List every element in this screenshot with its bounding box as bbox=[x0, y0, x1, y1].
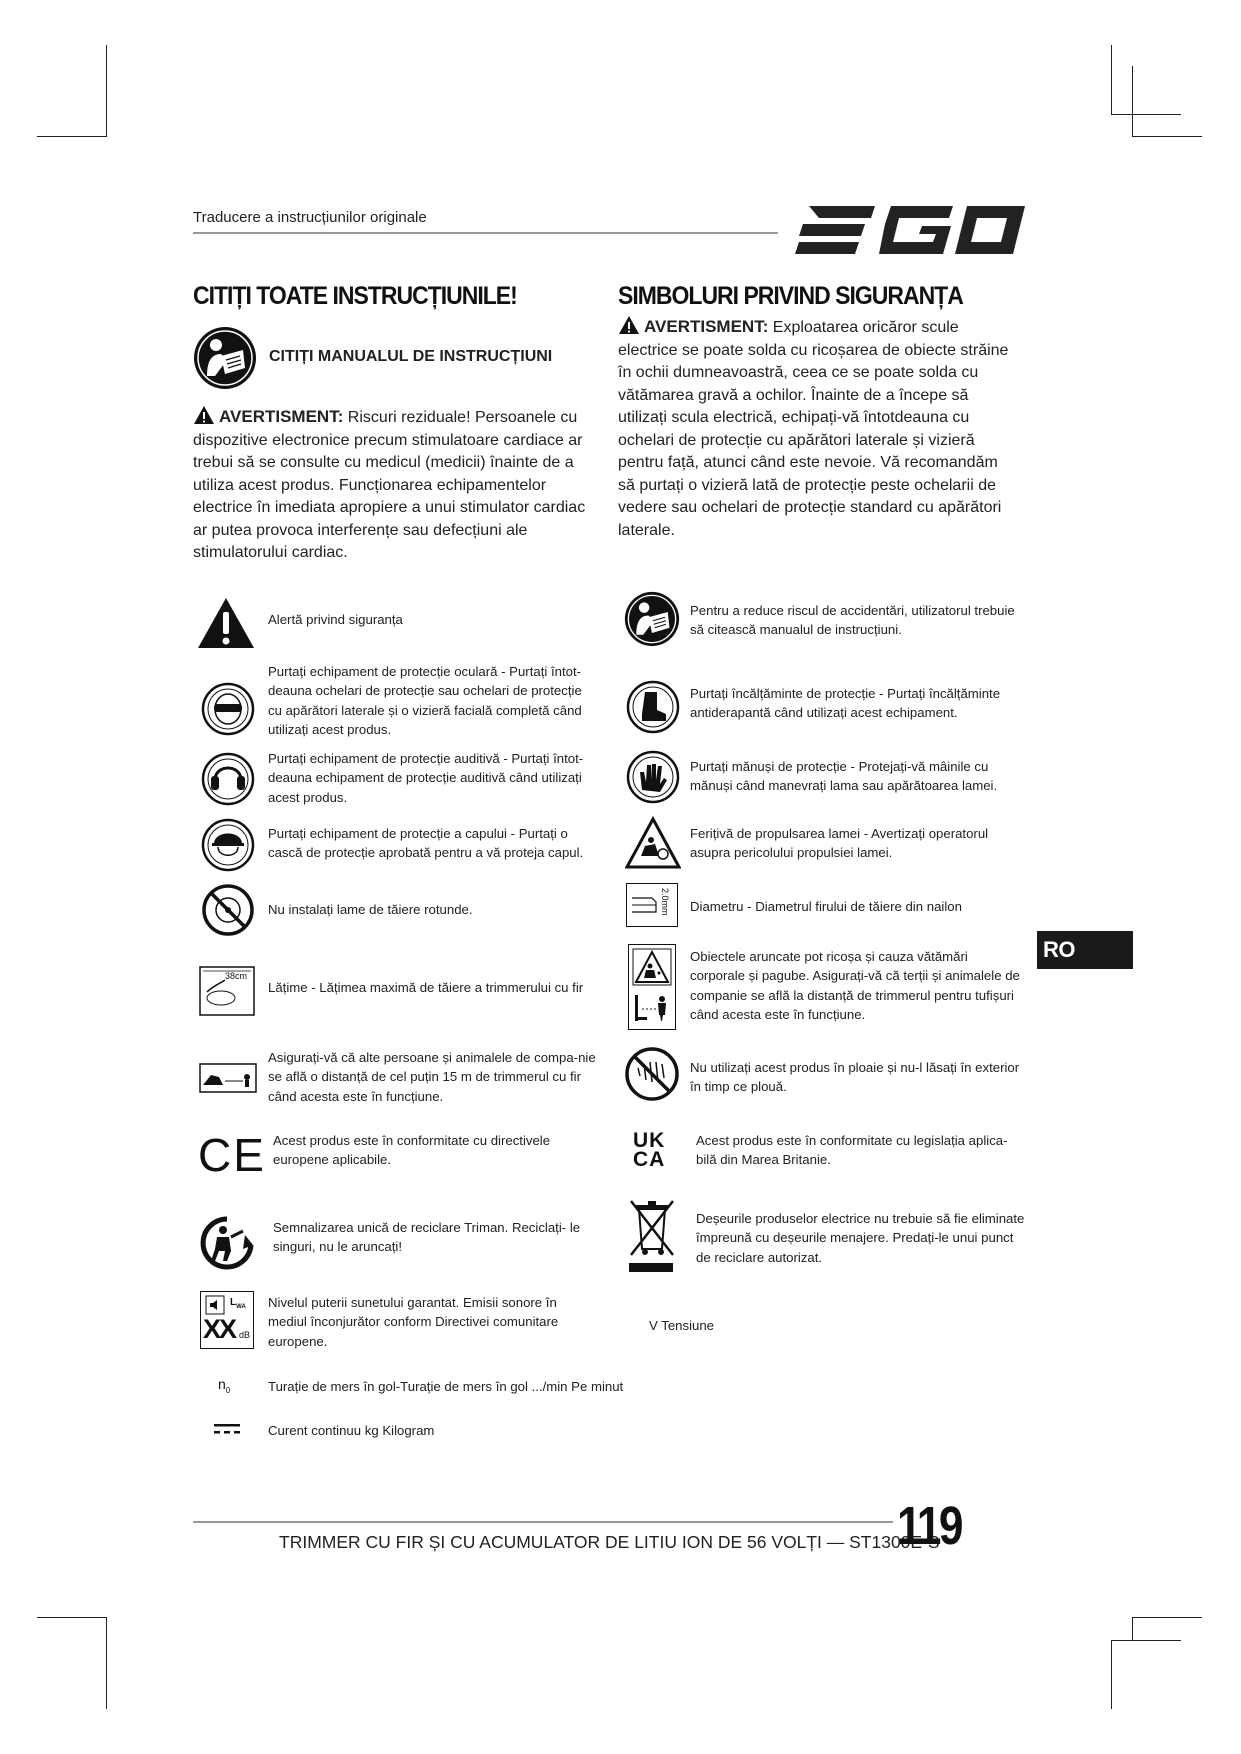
ukca-mark-icon bbox=[633, 1131, 673, 1169]
warning-triangle-icon bbox=[618, 315, 640, 335]
crop-mark bbox=[106, 1617, 107, 1709]
distance-15m-icon bbox=[632, 989, 672, 1025]
crop-mark bbox=[106, 45, 107, 137]
warning-triangle-icon bbox=[193, 405, 215, 425]
left-warning-text: Riscuri reziduale! Persoanele cu dispozitive electronice precum stimulatoare cardiace ar trebui să se consulte cu medicul (medicii) înainte de a utiliza acest produs. Funcționarea echipamentelor electrice în imediata apropiere a unui stimulator cardiac ar putea provoca interferențe sau defecțiuni ale stimulatorului cardiac. bbox=[193, 409, 586, 561]
left-heading: CITIȚI TOATE INSTRUCȚIUNILE! bbox=[193, 281, 517, 310]
right-warning-label: AVERTISMENT: bbox=[644, 317, 769, 336]
speaker-icon bbox=[205, 1295, 225, 1315]
crop-mark bbox=[37, 136, 107, 137]
sound-power-icon bbox=[200, 1291, 254, 1349]
line-diameter-icon bbox=[626, 883, 678, 927]
right-warning-paragraph bbox=[618, 315, 1018, 542]
symbol-text-hand-protection: Purtați mănuși de protecție - Protejați-vă mâinile cu mănuși când manevrați lama sau apărătoarea lamei. bbox=[690, 759, 998, 794]
line-spool-icon bbox=[630, 890, 660, 920]
symbol-text-foot-protection: Purtați încălțăminte de protecție - Purtați încălțăminte antiderapantă când utilizați acest echipament. bbox=[690, 686, 1001, 721]
foot-protection-icon bbox=[626, 680, 680, 734]
symbol-text-keep-distance: Asigurați-vă că alte persoane și animalele de compa-nie se află o distanță de cel puțin 15 m de trimmerul cu fir când acesta este în funcțiune. bbox=[268, 1050, 596, 1104]
symbol-text-line-diameter: Diametru - Diametrul firului de tăiere din nailon bbox=[690, 899, 962, 914]
safety-alert-icon bbox=[196, 596, 256, 650]
footer-title: TRIMMER CU FIR ȘI CU ACUMULATOR DE LITIU ION DE 56 VOLȚI — ST1300E-S bbox=[279, 1532, 940, 1552]
crop-mark bbox=[1111, 114, 1181, 115]
symbol-text-read-manual: Pentru a reduce riscul de accidentări, utilizatorul trebuie să citească manualul de instrucțiuni. bbox=[690, 603, 1015, 638]
left-warning-label: AVERTISMENT: bbox=[219, 407, 344, 426]
ukca-bottom-label: CA bbox=[633, 1148, 666, 1171]
thrown-objects-icon bbox=[628, 944, 676, 1030]
eye-protection-icon bbox=[201, 682, 255, 736]
crop-mark bbox=[1111, 1640, 1112, 1709]
weee-icon bbox=[627, 1197, 677, 1275]
symbol-text-ce-mark: Acest produs este în conformitate cu directivele europene aplicabile. bbox=[273, 1133, 551, 1168]
read-manual-icon bbox=[193, 326, 257, 390]
symbol-text-eye-protection: Purtați echipament de protecție oculară - Purtați întot-deauna ochelari de protecție sau ochelari de protecție cu apărători laterale și o vizieră facială completă când utilizați acest produs. bbox=[268, 664, 582, 737]
crop-mark bbox=[1132, 1617, 1133, 1640]
symbol-text-triman: Semnalizarea unică de reciclare Triman. Reciclați- le singuri, nu le aruncați! bbox=[273, 1220, 581, 1255]
symbol-text-thrown-objects: Obiectele aruncate pot ricoșa și cauza vătămări corporale și pagube. Asigurați-vă că terții și animalele de companie se află la distanță de trimmerul pentru tufișuri când acesta este în funcțiune. bbox=[690, 949, 1020, 1022]
crop-mark bbox=[1132, 136, 1202, 137]
footer-divider bbox=[193, 1521, 893, 1523]
triman-icon bbox=[199, 1215, 257, 1271]
ukca-top-label: UK bbox=[633, 1129, 666, 1152]
symbol-text-no-round-blades: Nu instalați lame de tăiere rotunde. bbox=[268, 902, 473, 917]
thrown-objects-warning-icon bbox=[632, 948, 672, 986]
no-load-speed-icon bbox=[218, 1376, 230, 1395]
ce-mark-icon: CE bbox=[198, 1129, 266, 1181]
symbol-text-head-protection: Purtați echipament de protecție a capului - Purtați o cască de protecție aprobată pentru a vă proteja capul. bbox=[268, 826, 584, 861]
symbol-text-ukca-mark: Acest produs este în conformitate cu legislația aplica-bilă din Marea Britanie. bbox=[696, 1133, 1008, 1168]
crop-mark bbox=[1132, 1617, 1202, 1618]
no-round-blades-icon bbox=[201, 883, 255, 937]
left-warning-paragraph bbox=[193, 405, 598, 565]
right-warning-text: Exploatarea oricăror scule electrice se poate solda cu ricoșarea de obiecte străine în ochii dumneavoastră, ceea ce se poate solda cu vătămarea gravă a ochilor. Înainte de a începe să utilizați scula electrică, echipați-vă întotdeauna cu ochelari de protecție cu apărători laterale și vizieră pentru față, atunci când este nevoie. Vă recomandăm să purtați o vizieră lată de protecție peste ochelarii de vedere sau ochelari de protecție standard cu apărători laterale. bbox=[618, 319, 1009, 539]
line-diameter-label: 2.0mm bbox=[660, 888, 670, 916]
read-manual-icon bbox=[624, 591, 680, 647]
right-heading: SIMBOLURI PRIVIND SIGURANȚA bbox=[618, 281, 963, 310]
crop-mark bbox=[37, 1617, 107, 1618]
sound-db-label: dB bbox=[239, 1330, 251, 1340]
sound-value-label: XX bbox=[203, 1314, 236, 1344]
symbol-text-voltage: V Tensiune bbox=[649, 1318, 715, 1333]
header-title: Traducere a instrucțiunilor originale bbox=[193, 209, 427, 226]
direct-current-icon bbox=[213, 1422, 241, 1436]
read-manual-label: CITIȚI MANUALUL DE INSTRUCȚIUNI bbox=[269, 348, 553, 365]
head-protection-icon bbox=[201, 818, 255, 872]
n-sub-label: 0 bbox=[225, 1385, 231, 1395]
symbol-text-direct-current: Curent continuu kg Kilogram bbox=[268, 1423, 435, 1438]
symbol-text-sound-power: Nivelul puterii sunetului garantat. Emisii sonore în mediul înconjurător conform Directivei comunitare europene. bbox=[268, 1295, 559, 1349]
cutting-width-label: 38cm bbox=[225, 971, 248, 981]
symbol-text-cutting-width: Lățime - Lățimea maximă de tăiere a trimmerului cu fir bbox=[268, 980, 584, 995]
ear-protection-icon bbox=[201, 752, 255, 806]
symbol-text-safety-alert: Alertă privind siguranța bbox=[268, 612, 403, 627]
symbol-text-weee: Deșeurile produselor electrice nu trebuie să fie eliminate împreună cu deșeurile menajere. Predați-le unui punct de reciclare autorizat. bbox=[696, 1211, 1025, 1265]
symbol-text-no-rain: Nu utilizați acest produs în ploaie și nu-l lăsați în exterior în timp ce plouă. bbox=[690, 1060, 1020, 1095]
sound-wa-label: WA bbox=[236, 1304, 246, 1310]
page-number: 119 bbox=[897, 1496, 962, 1556]
blade-thrust-icon bbox=[625, 816, 681, 870]
sound-l-label: L bbox=[230, 1297, 237, 1308]
ego-logo bbox=[795, 198, 1025, 262]
hand-protection-icon bbox=[626, 750, 680, 804]
crop-mark bbox=[1111, 45, 1112, 115]
header-divider bbox=[193, 232, 778, 234]
keep-distance-icon bbox=[199, 1063, 257, 1093]
symbol-text-ear-protection: Purtați echipament de protecție auditivă - Purtați întot-deauna echipament de protecție auditivă când utilizați acest produs. bbox=[268, 751, 584, 805]
crop-mark bbox=[1111, 1640, 1181, 1641]
symbol-text-blade-thrust: Ferițivă de propulsarea lamei - Avertizați operatorul asupra pericolului propulsiei lamei. bbox=[690, 826, 989, 861]
n-label: n bbox=[218, 1376, 226, 1392]
language-tab-ro: RO bbox=[1037, 931, 1133, 969]
cutting-width-icon bbox=[199, 966, 255, 1016]
symbol-text-no-load-speed: Turație de mers în gol-Turație de mers în gol .../min Pe minut bbox=[268, 1379, 624, 1394]
sound-lwa-label bbox=[230, 1297, 246, 1310]
no-rain-icon bbox=[624, 1046, 680, 1102]
crop-mark bbox=[1132, 66, 1133, 136]
